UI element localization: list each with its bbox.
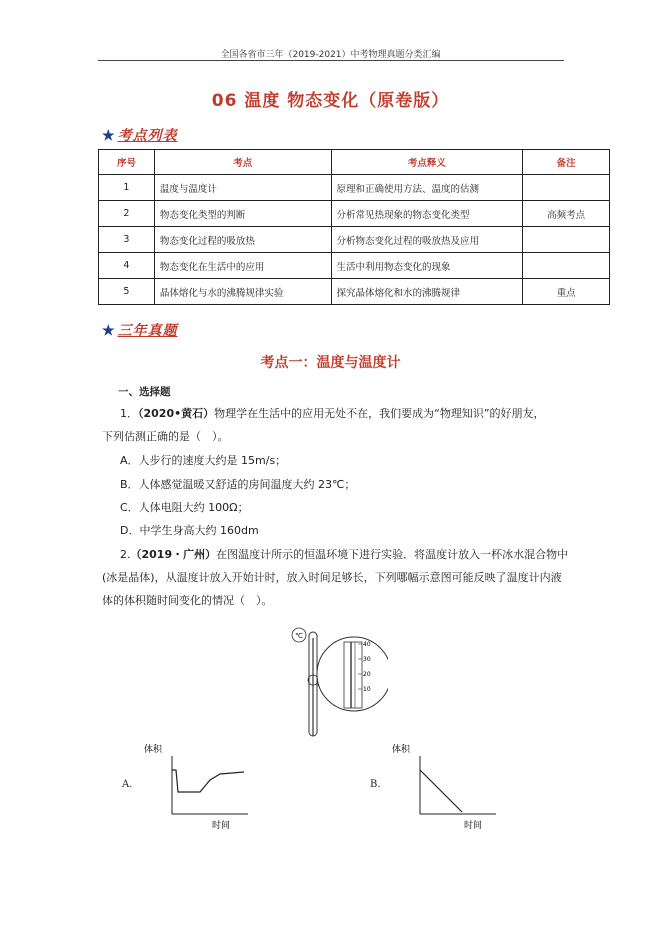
table-cell [523,253,610,279]
table-header-cell: 考点释义 [331,150,523,175]
option-a-label: A. [122,779,133,790]
table-cell: 4 [99,253,155,279]
magnified-view [317,637,388,711]
table-row [99,175,610,201]
q1-stem-line2: 下列估测正确的是（ ）。 [102,430,229,443]
table-cell [523,175,610,201]
star-icon: ★ [102,128,116,144]
scale-label: 40 [363,641,371,648]
section-tag-kaodian-list [102,125,178,145]
header-rule [98,60,564,61]
volume-curve [172,770,244,792]
y-axis-label: 体积 [392,745,411,755]
q1-stem-line1 [120,405,545,421]
section-tag-label: 三年真题 [117,323,178,339]
table-cell: 5 [99,279,155,305]
q1-option-a: A．人步行的速度大约是 15m/s； [120,454,287,467]
q1-option-c: C．人体电阻大约 100Ω； [120,501,249,514]
y-axis-label: 体积 [144,745,163,755]
x-axis-label: 时间 [464,821,483,831]
unit-label: ℃ [295,632,303,640]
question-type-heading: 一、选择题 [118,386,171,398]
q2-stem-text: 在图温度计所示的恒温环境下进行实验．将温度计放入一杯冰水混合物中(冰是晶体)，从温度计放入开始计时，放入时间足够长，下列哪幅示意图可能反映了温度计内液体的体积随时间变化的情况（ ）。 [102,548,569,607]
q2-number: 2. [120,548,131,561]
table-cell: 3 [99,227,155,253]
x-axis-label: 时间 [212,821,231,831]
scale-label: 10 [363,686,371,693]
table-header-cell: 序号 [99,150,155,175]
star-icon: ★ [102,323,116,339]
table-row [99,201,610,227]
q1-option-b: B．人体感觉温暖又舒适的房间温度大约 23℃； [120,478,356,491]
thermometer-figure [288,624,388,744]
section-tag-label: 考点列表 [117,128,178,144]
table-cell: 分析物态变化过程的吸放热及应用 [331,227,523,253]
q1-option-d: D．中学生身高大约 160dm [120,524,259,537]
kaodian-table [98,149,610,305]
graph-option-a [140,742,260,832]
kaodian-heading: 考点一：温度与温度计 [260,355,401,371]
table-cell: 分析常见热现象的物态变化类型 [331,201,523,227]
table-header-row [99,150,610,175]
table-header-cell: 考点 [154,150,331,175]
volume-curve [420,770,462,812]
table-header-cell: 备注 [523,150,610,175]
table-cell: 1 [99,175,155,201]
option-b-label: B. [370,779,381,790]
table-cell: 晶体熔化与水的沸腾规律实验 [154,279,331,305]
table-cell: 物态变化在生活中的应用 [154,253,331,279]
section-tag-three-years [102,320,178,340]
table-cell: 生活中利用物态变化的现象 [331,253,523,279]
q2-stem [102,543,572,612]
q2-source: （2019・广州） [130,548,217,561]
table-cell: 原理和正确使用方法、温度的估测 [331,175,523,201]
scale-label: 20 [363,671,371,678]
graph-option-b [388,742,508,832]
table-cell [523,227,610,253]
table-cell: 高频考点 [523,201,610,227]
table-cell: 物态变化类型的判断 [154,201,331,227]
table-row [99,227,610,253]
scale-label: 30 [363,656,371,663]
table-cell: 2 [99,201,155,227]
table-cell: 重点 [523,279,610,305]
q1-number: 1． [120,407,138,420]
table-cell: 物态变化过程的吸放热 [154,227,331,253]
q1-stem-text: 物理学在生活中的应用无处不在，我们要成为“物理知识”的好朋友， [214,407,545,420]
q1-source: （2020•黄石） [138,407,215,420]
table-cell: 探究晶体熔化和水的沸腾规律 [331,279,523,305]
running-header: 全国各省市三年（2019-2021）中考物理真题分类汇编 [220,50,441,60]
table-row [99,253,610,279]
table-cell: 温度与温度计 [154,175,331,201]
table-row [99,279,610,305]
document-title: 06 温度 物态变化（原卷版） [211,91,450,111]
